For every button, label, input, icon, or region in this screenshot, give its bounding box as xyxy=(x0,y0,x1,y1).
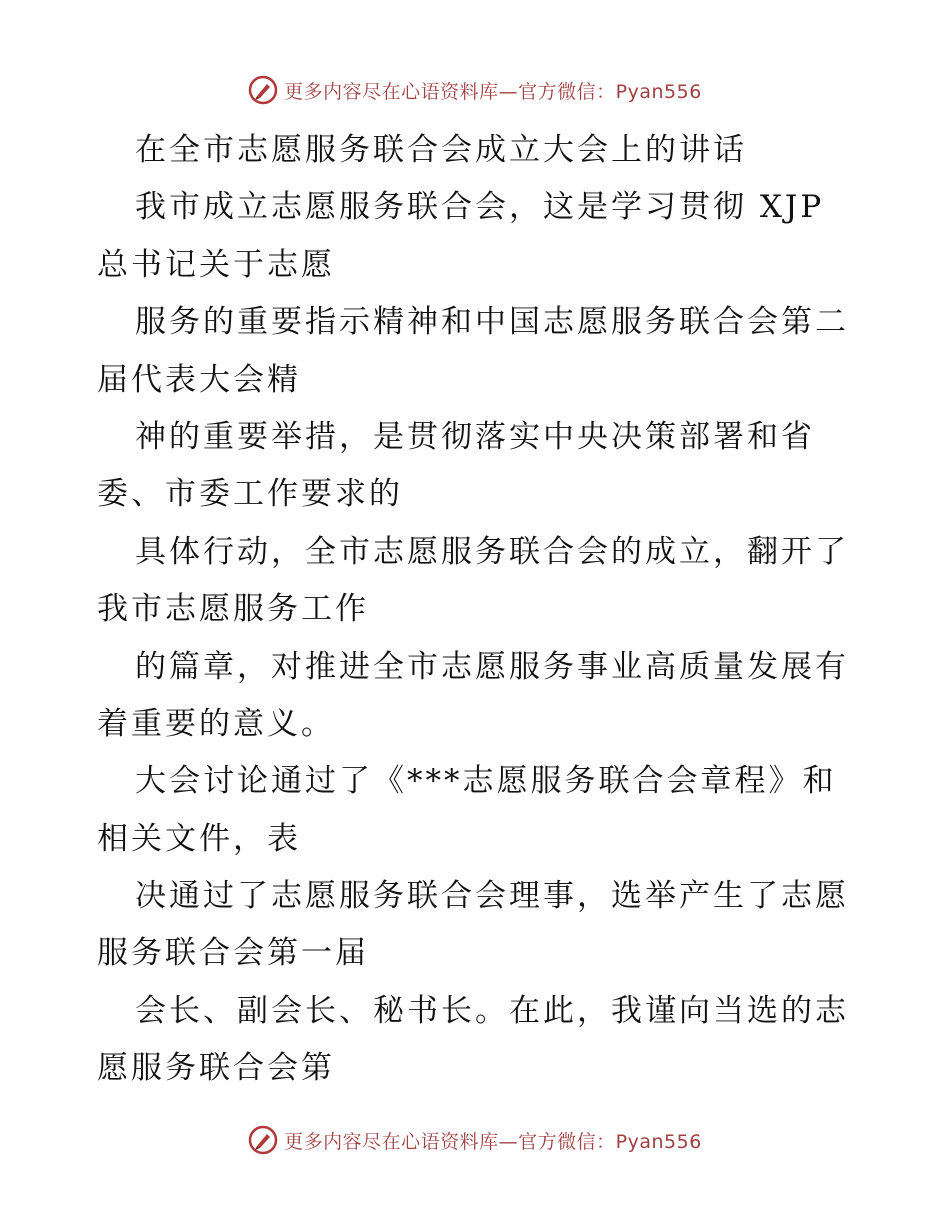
text-line: 的篇章，对推进全市志愿服务事业高质量发展有 xyxy=(135,648,849,685)
text-line: 着重要的意义。 xyxy=(97,705,335,742)
text-line: 届代表大会精 xyxy=(97,361,301,398)
header-banner-text: 更多内容尽在心语资料库—官方微信：Pyan556 xyxy=(284,80,702,103)
text-line: 会长、副会长、秘书长。在此，我谨向当选的志 xyxy=(135,992,849,1029)
text-line: 大会讨论通过了《***志愿服务联合会章程》和 xyxy=(135,763,837,800)
text-line: 服务的重要指示精神和中国志愿服务联合会第二 xyxy=(135,304,849,341)
text-line: 决通过了志愿服务联合会理事，选举产生了志愿 xyxy=(135,878,849,915)
text-line: 具体行动，全市志愿服务联合会的成立，翻开了 xyxy=(135,533,849,570)
footer-banner-text: 更多内容尽在心语资料库—官方微信：Pyan556 xyxy=(284,1130,702,1153)
pen-nib-logo-icon xyxy=(248,75,278,105)
document-title: 在全市志愿服务联合会成立大会上的讲话 xyxy=(135,132,747,168)
footer-banner xyxy=(0,1120,950,1160)
pen-nib-logo-icon xyxy=(248,1125,278,1155)
text-line: 相关文件，表 xyxy=(97,820,301,857)
text-line: 愿服务联合会第 xyxy=(97,1050,335,1087)
text-line: 委、市委工作要求的 xyxy=(97,476,403,513)
text-line: 总书记关于志愿 xyxy=(97,246,335,283)
text-line: 神的重要举措，是贯彻落实中央决策部署和省 xyxy=(135,418,815,455)
document-body xyxy=(97,122,877,1098)
header-banner xyxy=(0,70,950,110)
text-line: 我市成立志愿服务联合会，这是学习贯彻 XJP xyxy=(135,189,825,226)
text-line: 服务联合会第一届 xyxy=(97,935,369,972)
text-line: 我市志愿服务工作 xyxy=(97,591,369,628)
